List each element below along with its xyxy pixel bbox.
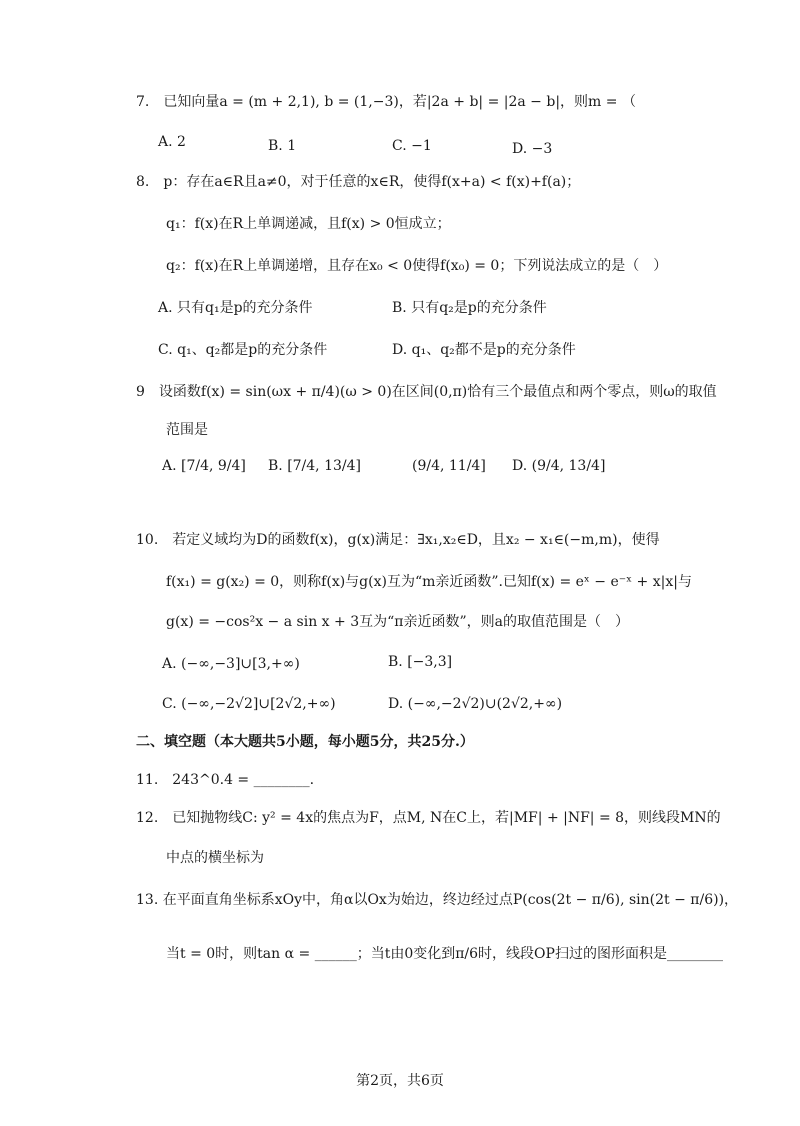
q8-q1: q₁：f(x)在R上单调递减，且f(x) > 0恒成立； <box>166 216 451 232</box>
q10-stem-final: g(x) = −cos²x − a sin x + 3互为“π亲近函数”，则a的取值范围是（ ） <box>166 614 629 630</box>
q9-stem: 9 设函数f(x) = sin(ωx + π/4)(ω > 0)在区间(0,π)恰有三个最值点和两个零点，则ω的取值 <box>136 384 717 400</box>
q10-option-b: B. [−3,3] <box>388 654 453 670</box>
q8-option-a: A. 只有q₁是p的充分条件 <box>158 300 313 316</box>
q7-option-d: D. −3 <box>512 141 553 157</box>
q8-option-d: D. q₁、q₂都不是p的充分条件 <box>392 342 576 358</box>
q12-stem: 12. 已知抛物线C: y² = 4x的焦点为F，点M, N在C上，若|MF| + |NF| = 8，则线段MN的 <box>136 810 721 826</box>
q7-stem: 7. 已知向量a = (m + 2,1), b = (1,−3)，若|2a + b| = |2a − b|，则m = （ <box>136 94 636 110</box>
q10-option-a: A. (−∞,−3]∪[3,+∞) <box>162 656 300 672</box>
q10-option-c: C. (−∞,−2√2]∪[2√2,+∞) <box>162 696 336 712</box>
q10-stem-continued: f(x₁) = g(x₂) = 0，则称f(x)与g(x)互为“m亲近函数”.已知f(x) = eˣ − e⁻ˣ + x|x|与 <box>166 574 692 590</box>
q11-stem: 11. 243^0.4 = ________. <box>136 772 315 788</box>
q9-option-c: (9/4, 11/4] <box>412 458 486 474</box>
q10-option-d: D. (−∞,−2√2)∪(2√2,+∞) <box>388 696 563 712</box>
q8-stem: 8. p：存在a∈R且a≠0，对于任意的x∈R，使得f(x+a) < f(x)+f(a)； <box>136 174 581 190</box>
q9-option-a: A. [7/4, 9/4] <box>162 458 246 474</box>
q8-option-b: B. 只有q₂是p的充分条件 <box>392 300 547 316</box>
q7-option-b: B. 1 <box>268 138 297 154</box>
q8-option-c: C. q₁、q₂都是p的充分条件 <box>158 342 328 358</box>
q8-q2: q₂：f(x)在R上单调递增，且存在x₀ < 0使得f(x₀) = 0；下列说法成立的是（ ） <box>166 258 668 274</box>
q10-stem: 10. 若定义域均为D的函数f(x)，g(x)满足：∃x₁,x₂∈D，且x₂ − x₁∈(−m,m)，使得 <box>136 532 660 548</box>
page-number: 第2页，共6页 <box>356 1073 444 1089</box>
q7-option-a: A. 2 <box>158 134 186 150</box>
q13-stem: 13. 在平面直角坐标系xOy中，角α以Ox为始边，终边经过点P(cos(2t − π/6), sin(2t − π/6))， <box>136 892 739 908</box>
q9-stem-continued: 范围是 <box>166 422 208 438</box>
q13-stem-continued: 当t = 0时，则tan α = ______；当t由0变化到π/6时，线段OP扫过的图形面积是________ <box>166 946 723 962</box>
q12-stem-continued: 中点的横坐标为 <box>166 850 264 866</box>
q7-option-c: C. −1 <box>392 138 432 154</box>
section-fill-in-heading: 二、填空题（本大题共5小题，每小题5分，共25分.） <box>136 734 474 750</box>
q9-option-d: D. (9/4, 13/4] <box>512 458 606 474</box>
q9-option-b: B. [7/4, 13/4] <box>268 458 361 474</box>
